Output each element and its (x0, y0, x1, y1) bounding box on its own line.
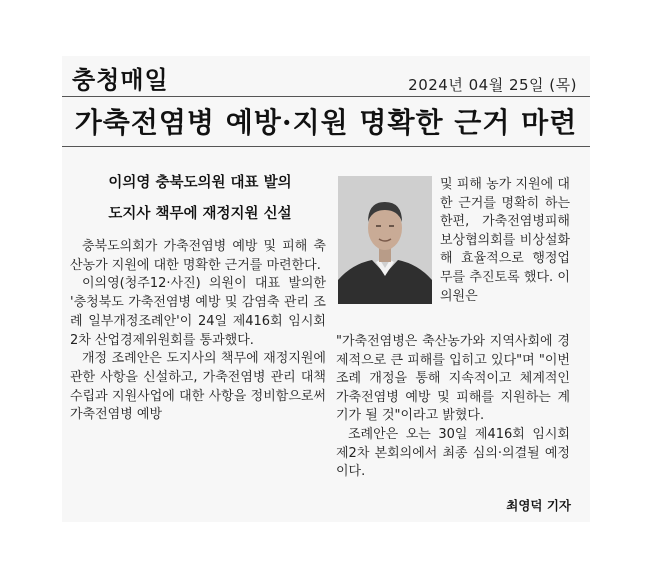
article-left-column (70, 238, 326, 425)
body-paragraph: 조례안은 오는 30일 제416회 임시회 제2차 본회의에서 최종 심의·의결될 예정이다. (336, 426, 570, 480)
subheadline-2: 도지사 책무에 재정지원 신설 (108, 206, 292, 222)
subheadline-1: 이의영 충북도의원 대표 발의 (108, 175, 292, 191)
body-paragraph: 충북도의회가 가축전염병 예방 및 피해 축산농가 지원에 대한 명확한 근거를 마련한다. (70, 239, 326, 273)
article-continuation (336, 333, 570, 482)
article-headline: 가축전염병 예방·지원 명확한 근거 마련 (74, 106, 578, 139)
headline-rule-top (62, 96, 590, 97)
headline-rule-bottom (62, 146, 590, 147)
newspaper-masthead: 충청매일 (72, 65, 169, 94)
portrait-photo (338, 176, 432, 304)
body-paragraph: "가축전염병은 축산농가와 지역사회에 경제적으로 큰 피해를 입히고 있다"며 "이번 조례 개정을 통해 지속적이고 체계적인 가축전염병 예방 및 피해를 지원하는 계기가 될 것"이라고 밝혔다. (336, 334, 570, 424)
body-paragraph: 및 피해 농가 지원에 대한 근거를 명확히 하는 한편, 가축전염병피해보상협의회를 비상설화해 효율적으로 행정업무를 추진토록 했다. 이 의원은 (440, 177, 570, 304)
body-paragraph: 개정 조례안은 도지사의 책무에 재정지원에 관한 사항을 신설하고, 가축전염병 관리 대책 수립과 지원사업에 대한 사항을 정비함으로써 가축전염병 예방 (70, 351, 326, 423)
reporter-byline: 최영덕 기자 (506, 498, 571, 513)
issue-date: 2024년 04월 25일 (목) (408, 76, 577, 94)
article-right-column (440, 176, 570, 306)
body-paragraph: 이의영(청주12·사진) 의원이 대표 발의한 '충청북도 가축전염병 예방 및 감염축 관리 조례 일부개정조례안'이 24일 제416회 임시회 2차 산업경제위원회를 통과했다. (70, 276, 326, 348)
portrait-figure-icon (338, 176, 432, 304)
